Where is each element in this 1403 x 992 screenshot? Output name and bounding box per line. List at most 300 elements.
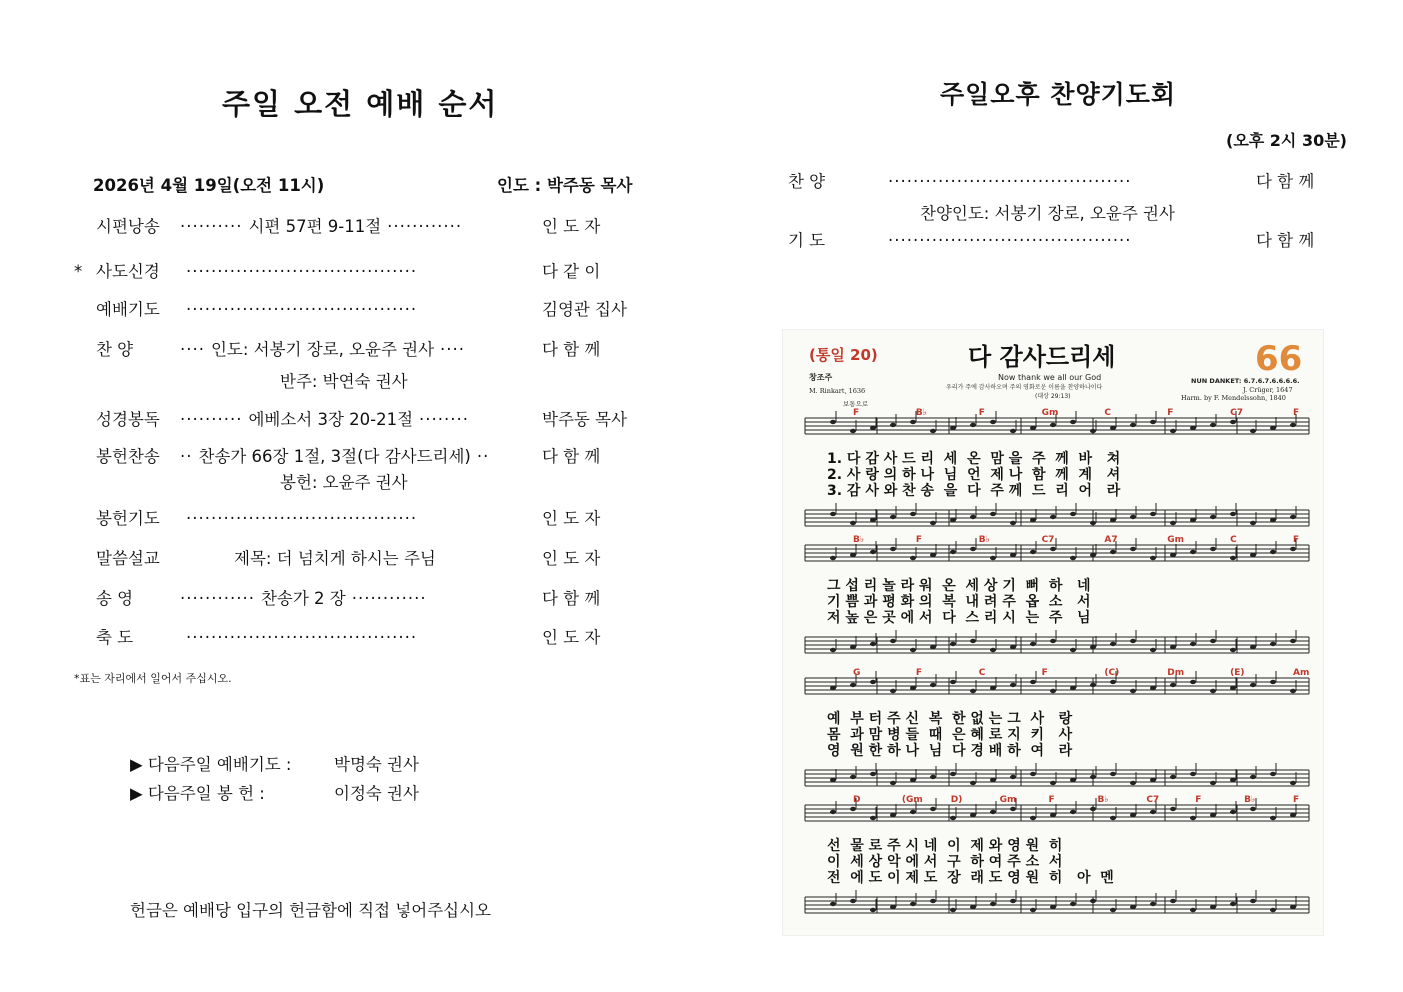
chord-label: F: [1048, 795, 1055, 805]
order-item: [74, 547, 644, 571]
note-head: [1070, 512, 1076, 516]
order-item: [74, 260, 644, 284]
note-head: [1010, 645, 1016, 649]
chord-label: A7: [1104, 535, 1118, 545]
chord-label: F: [915, 668, 923, 678]
item-name: 찬 양: [96, 340, 134, 359]
note-head: [890, 547, 896, 551]
note-head: [1070, 420, 1076, 424]
note-head: [1010, 775, 1016, 779]
note-head: [970, 423, 976, 427]
note-head: [1090, 807, 1096, 811]
item-right: 인 도 자: [542, 549, 601, 568]
note-head: [1250, 521, 1256, 525]
offering-note: 헌금은 예배당 입구의 헌금함에 직접 넣어주십시오: [130, 901, 491, 920]
order-item: [74, 445, 644, 469]
lyric-line: 영 원 한 하 나 님 다 경 배 하 여 라: [827, 743, 1073, 759]
note-head: [950, 816, 956, 820]
note-head: [1150, 420, 1156, 424]
note-head: [1170, 521, 1176, 525]
note-head: [1270, 518, 1276, 522]
note-head: [1150, 686, 1156, 690]
note-head: [850, 521, 856, 525]
note-head: [930, 683, 936, 687]
next-prayer-value: 박명숙 권사: [334, 755, 419, 774]
chord-label: F: [915, 535, 923, 545]
note-head: [1190, 816, 1196, 820]
note-head: [1230, 648, 1236, 652]
note-head: [1170, 807, 1176, 811]
note-head: [1090, 553, 1096, 557]
note-head: [1010, 429, 1016, 433]
note-head: [1090, 683, 1096, 687]
note-head: [1010, 683, 1016, 687]
note-head: [1050, 905, 1056, 909]
note-head: [1110, 772, 1116, 776]
note-head: [970, 515, 976, 519]
note-head: [930, 899, 936, 903]
note-head: [1270, 908, 1276, 912]
order-item: [74, 298, 644, 322]
note-head: [890, 905, 896, 909]
note-head: [1070, 810, 1076, 814]
page-title-morning: 주일 오전 예배 순서: [222, 87, 499, 121]
hymn-arranger: Harm. by F. Mendelssohn, 1840: [1181, 394, 1286, 402]
note-head: [1050, 515, 1056, 519]
note-head: [1210, 639, 1216, 643]
note-head: [890, 689, 896, 693]
item-detail-group: [180, 445, 489, 469]
service-date: 2026년 4월 19일(오전 11시): [93, 176, 325, 195]
note-head: [850, 807, 856, 811]
note-head: [1290, 689, 1296, 693]
item-dots-left: ··········: [180, 410, 243, 429]
note-head: [1070, 648, 1076, 652]
note-head: [1110, 680, 1116, 684]
note-head: [1070, 686, 1076, 690]
note-head: [910, 556, 916, 560]
item-dots-left: ····: [180, 340, 205, 359]
hymn-number: 66: [1255, 339, 1303, 379]
item-right: 다 함 께: [542, 340, 601, 359]
lyric-line: 몸 과 맘 병 들 때 은 혜 로 지 키 사: [827, 727, 1073, 743]
item-dots: ·····································: [186, 300, 418, 319]
note-head: [990, 778, 996, 782]
item-dots-left: ············: [180, 589, 255, 608]
note-head: [1050, 781, 1056, 785]
chord-label: F: [1041, 668, 1048, 678]
chord-label: F: [853, 408, 860, 418]
item-sub-detail: 반주: 박연숙 권사: [280, 372, 408, 391]
note-head: [1270, 642, 1276, 646]
hymn-system: [805, 535, 1309, 653]
note-head: [1130, 423, 1136, 427]
note-head: [1010, 521, 1016, 525]
hymn-author: M. Rinkart, 1636: [809, 387, 866, 395]
note-head: [870, 908, 876, 912]
treble-staff: [805, 798, 1309, 821]
chord-label: C7: [1146, 795, 1160, 805]
item-dots-left: ··: [180, 447, 193, 466]
note-head: [1290, 813, 1296, 817]
note-head: [1150, 648, 1156, 652]
note-head: [1270, 772, 1276, 776]
item-right: 인 도 자: [542, 628, 601, 647]
footnote: *표는 자리에서 일어서 주십시오.: [74, 672, 232, 685]
note-head: [1050, 813, 1056, 817]
note-head: [1150, 902, 1156, 906]
item-name: 성경봉독: [96, 410, 160, 429]
note-head: [870, 518, 876, 522]
note-head: [1170, 775, 1176, 779]
note-head: [1210, 813, 1216, 817]
note-head: [1190, 518, 1196, 522]
note-head: [1050, 423, 1056, 427]
note-head: [1130, 905, 1136, 909]
chord-label: C: [1104, 408, 1112, 418]
note-head: [1030, 680, 1036, 684]
chord-label: C7: [1230, 408, 1244, 418]
hymn-scripture: 우리가 주에 감사하오며 주의 영화로운 이름을 찬양하나이다: [946, 384, 1103, 391]
chord-label: D: [853, 795, 861, 805]
note-head: [1010, 899, 1016, 903]
note-head: [1210, 689, 1216, 693]
note-head: [830, 902, 836, 906]
note-head: [830, 778, 836, 782]
chord-label: Gm: [999, 795, 1017, 805]
note-head: [890, 639, 896, 643]
note-head: [1250, 645, 1256, 649]
note-head: [1110, 550, 1116, 554]
note-head: [1050, 547, 1056, 551]
note-head: [1190, 426, 1196, 430]
note-head: [970, 781, 976, 785]
chord-label: (Gm: [901, 795, 923, 805]
note-head: [1110, 642, 1116, 646]
service-leader: 인도 : 박주동 목사: [497, 176, 633, 195]
next-offering-label: ▶ 다음주일 봉 헌 :: [130, 784, 265, 803]
hymn-systems: [805, 408, 1309, 913]
item-dots: ·····································: [186, 262, 418, 281]
item-detail: 인도: 서봉기 장로, 오윤주 권사: [210, 340, 435, 359]
note-head: [850, 899, 856, 903]
note-head: [950, 642, 956, 646]
chord-label: (C): [1104, 668, 1120, 678]
note-head: [950, 680, 956, 684]
lyric-line: 선 물 로 주 시 네 이 제 와 영 원 히: [827, 838, 1063, 854]
item-detail: 제목: 더 넘치게 하시는 주님: [234, 549, 436, 568]
note-head: [990, 556, 996, 560]
next-offering-value: 이정숙 권사: [334, 784, 419, 803]
note-head: [870, 426, 876, 430]
chord-label: C7: [1041, 535, 1055, 545]
chord-label: F: [1293, 535, 1300, 545]
note-head: [990, 810, 996, 814]
item-dots-right: ············: [387, 217, 463, 236]
note-head: [1210, 423, 1216, 427]
chord-label: B♭: [978, 535, 990, 545]
note-head: [890, 423, 896, 427]
item-name: 봉헌기도: [96, 509, 160, 528]
item-detail: 에베소서 3장 20-21절: [248, 410, 414, 429]
item-right: 다 함 께: [1256, 231, 1315, 250]
item-name: 축 도: [96, 628, 134, 647]
note-head: [870, 680, 876, 684]
hymn-tune: NUN DANKET: 6.7.6.7.6.6.6.6.: [1191, 377, 1300, 385]
item-right: 인 도 자: [542, 217, 601, 236]
note-head: [1030, 642, 1036, 646]
hymn-english: Now thank we all our God: [998, 373, 1102, 382]
afternoon-item-praise: [788, 170, 1348, 194]
note-head: [990, 420, 996, 424]
note-head: [830, 810, 836, 814]
item-right: 다 함 께: [542, 589, 601, 608]
note-head: [1230, 512, 1236, 516]
note-head: [1110, 426, 1116, 430]
note-head: [1230, 902, 1236, 906]
note-head: [850, 645, 856, 649]
note-head: [910, 686, 916, 690]
hymn-sheet: [782, 329, 1324, 936]
chord-label: B♭: [1097, 795, 1109, 805]
note-head: [1030, 518, 1036, 522]
note-head: [1290, 781, 1296, 785]
note-head: [850, 683, 856, 687]
item-right: 김영관 집사: [542, 300, 627, 319]
item-name: 찬 양: [788, 172, 826, 191]
note-head: [1250, 775, 1256, 779]
note-head: [1030, 908, 1036, 912]
note-head: [1270, 426, 1276, 430]
note-head: [1290, 515, 1296, 519]
note-head: [970, 905, 976, 909]
note-head: [1230, 810, 1236, 814]
chord-label: F: [1195, 795, 1202, 805]
note-head: [1290, 547, 1296, 551]
bass-staff: [805, 630, 1309, 653]
note-head: [950, 550, 956, 554]
note-head: [1150, 556, 1156, 560]
note-head: [1130, 689, 1136, 693]
chord-label: Gm: [1041, 408, 1059, 418]
hymn-scripture-ref: (대상 29:13): [1035, 393, 1071, 400]
chord-label: F: [1293, 795, 1300, 805]
note-head: [1050, 639, 1056, 643]
hymn-category: 창조주: [809, 373, 833, 382]
note-head: [830, 556, 836, 560]
note-head: [930, 645, 936, 649]
note-head: [1090, 645, 1096, 649]
note-head: [1130, 813, 1136, 817]
lyric-line: 3. 감 사 와 찬 송 을 다 주 께 드 리 어 라: [827, 483, 1121, 499]
note-head: [1170, 645, 1176, 649]
item-detail: 찬송가 2 장: [260, 589, 346, 608]
lyric-line: 전 에 도 이 제 도 장 래 도 영 원 히 아 멘: [827, 870, 1114, 886]
afternoon-time: (오후 2시 30분): [1226, 131, 1347, 150]
note-head: [1070, 902, 1076, 906]
order-item: [74, 587, 644, 611]
item-name: 송 영: [96, 589, 134, 608]
note-head: [890, 781, 896, 785]
hymn-system: [805, 408, 1309, 526]
note-head: [950, 908, 956, 912]
note-head: [1190, 908, 1196, 912]
item-dots-right: ········: [419, 410, 469, 429]
note-head: [1210, 905, 1216, 909]
item-name: 기 도: [788, 231, 826, 250]
note-head: [850, 553, 856, 557]
item-right: 박주동 목사: [542, 410, 627, 429]
note-head: [1070, 778, 1076, 782]
note-head: [1170, 429, 1176, 433]
note-head: [930, 553, 936, 557]
note-head: [930, 521, 936, 525]
hymn-composer: J. Crüger, 1647: [1243, 386, 1293, 394]
note-head: [1010, 807, 1016, 811]
item-right: 인 도 자: [542, 509, 601, 528]
lyric-line: 저 높 은 곳 에 서 다 스 리 시 는 주 님: [827, 610, 1091, 626]
order-item: [74, 408, 644, 432]
note-head: [870, 816, 876, 820]
note-head: [910, 778, 916, 782]
note-head: [950, 772, 956, 776]
item-dots-right: ··: [476, 447, 490, 466]
note-head: [930, 807, 936, 811]
note-head: [850, 429, 856, 433]
note-head: [830, 420, 836, 424]
note-head: [1250, 683, 1256, 687]
note-head: [1150, 778, 1156, 782]
note-head: [930, 775, 936, 779]
note-head: [1010, 553, 1016, 557]
note-head: [1270, 550, 1276, 554]
note-head: [890, 813, 896, 817]
note-head: [970, 813, 976, 817]
order-item: [74, 215, 644, 239]
afternoon-item-prayer: [788, 229, 1348, 253]
chord-label: B♭: [853, 535, 865, 545]
note-head: [950, 426, 956, 430]
item-dots: ·······································: [888, 172, 1132, 191]
item-detail: 찬송가 66장 1절, 3절(다 감사드리세): [198, 447, 471, 466]
chord-label: C: [1230, 535, 1237, 545]
item-dots: ·····································: [186, 509, 418, 528]
lyric-line: 그 섭 리 놀 라 워 온 세 상 기 뻐 하 네: [827, 578, 1091, 594]
note-head: [1250, 807, 1256, 811]
item-detail: 시편 57편 9-11절: [248, 217, 382, 236]
note-head: [1130, 515, 1136, 519]
note-head: [1210, 547, 1216, 551]
note-head: [1090, 775, 1096, 779]
lyric-line: 예 부 터 주 신 복 한 없 는 그 사 랑: [827, 711, 1073, 727]
item-dots-right: ············: [351, 589, 427, 608]
item-name: 사도신경: [96, 262, 160, 281]
note-head: [1210, 515, 1216, 519]
note-head: [1090, 521, 1096, 525]
note-head: [990, 686, 996, 690]
note-head: [1090, 899, 1096, 903]
item-name: 말씀설교: [96, 549, 160, 568]
chord-label: D): [950, 795, 963, 805]
note-head: [1290, 423, 1296, 427]
order-item: [74, 507, 644, 531]
order-item: [74, 338, 644, 362]
note-head: [1030, 816, 1036, 820]
note-head: [910, 810, 916, 814]
chord-label: B♭: [1244, 795, 1256, 805]
chord-label: F: [1167, 408, 1174, 418]
item-star: *: [74, 262, 83, 281]
item-name: 봉헌찬송: [96, 447, 160, 466]
bass-staff: [805, 503, 1309, 526]
note-head: [1250, 553, 1256, 557]
note-head: [1290, 905, 1296, 909]
note-head: [1190, 772, 1196, 776]
note-head: [890, 515, 896, 519]
note-head: [910, 648, 916, 652]
item-sub-detail: 봉헌: 오윤주 권사: [280, 473, 408, 492]
hymn-tag: (통일 20): [809, 346, 878, 364]
item-detail-group: [180, 338, 465, 362]
lyric-line: 기 쁨 과 평 화 의 복 내 려 주 옵 소 서: [827, 594, 1091, 610]
chord-label: C: [978, 668, 986, 678]
chord-label: Am: [1293, 668, 1310, 678]
note-head: [1290, 639, 1296, 643]
chord-label: F: [978, 408, 985, 418]
item-name: 예배기도: [96, 300, 160, 319]
note-head: [1170, 683, 1176, 687]
note-head: [1230, 778, 1236, 782]
note-head: [830, 686, 836, 690]
note-head: [970, 689, 976, 693]
lyric-line: 이 세 상 악 에 서 구 하 여 주 소 서: [827, 854, 1063, 870]
next-prayer-label: ▶ 다음주일 예배기도 :: [130, 755, 292, 774]
chord-label: B♭: [915, 408, 927, 418]
note-head: [1050, 689, 1056, 693]
note-head: [870, 550, 876, 554]
note-head: [1110, 908, 1116, 912]
note-head: [1130, 639, 1136, 643]
note-head: [870, 772, 876, 776]
note-head: [1190, 680, 1196, 684]
chord-label: F: [1293, 408, 1300, 418]
hymn-tempo: 보통으로: [843, 400, 869, 408]
note-head: [1190, 550, 1196, 554]
note-head: [1070, 556, 1076, 560]
note-head: [1030, 772, 1036, 776]
note-head: [830, 512, 836, 516]
note-head: [1030, 426, 1036, 430]
note-head: [1170, 899, 1176, 903]
note-head: [950, 518, 956, 522]
note-head: [1270, 680, 1276, 684]
note-head: [970, 639, 976, 643]
note-head: [1030, 550, 1036, 554]
note-head: [1210, 781, 1216, 785]
note-head: [1130, 781, 1136, 785]
note-head: [1250, 899, 1256, 903]
item-detail-group: [180, 408, 469, 432]
note-head: [1170, 553, 1176, 557]
chord-label: Gm: [1167, 535, 1185, 545]
order-item: [74, 626, 644, 650]
note-head: [1270, 816, 1276, 820]
note-head: [910, 512, 916, 516]
note-head: [1230, 420, 1236, 424]
chord-label: Dm: [1167, 668, 1185, 678]
page-title-afternoon: 주일오후 찬양기도회: [940, 80, 1177, 109]
note-head: [930, 429, 936, 433]
